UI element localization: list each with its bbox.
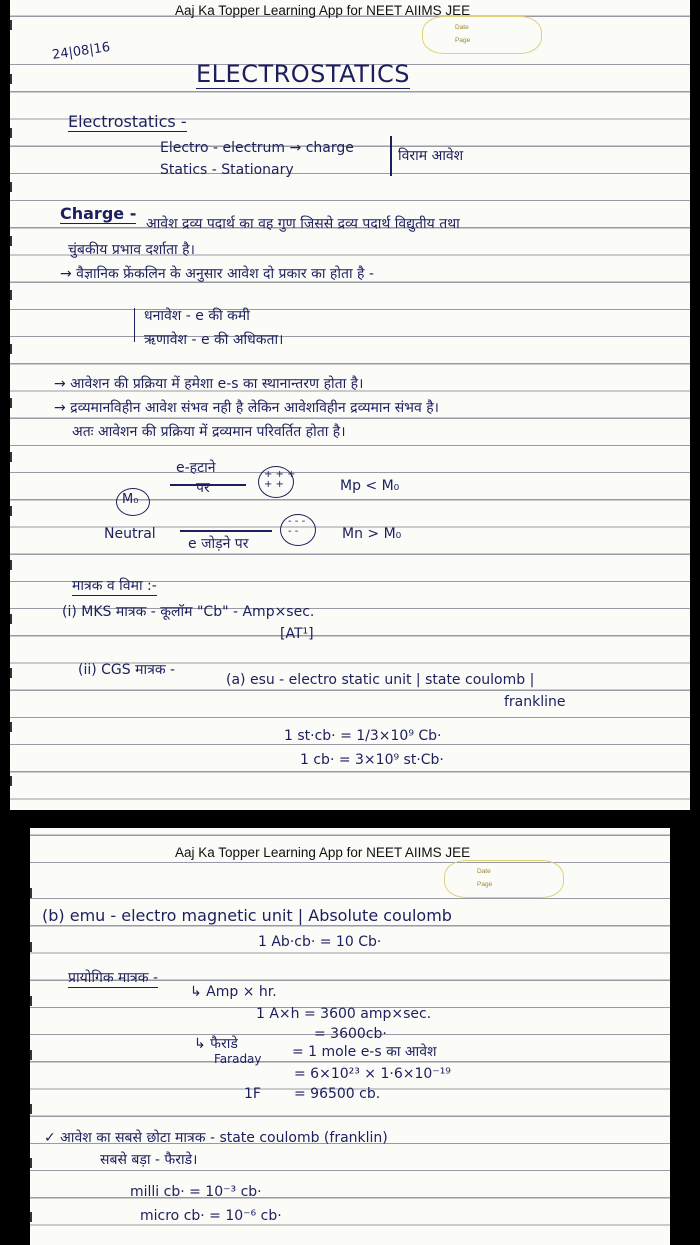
charge-definition-2: चुंबकीय प्रभाव दर्शाता है।: [68, 242, 195, 258]
definition-heading: Electrostatics -: [68, 112, 187, 131]
charge-types-brace: [134, 308, 135, 342]
add-electron-label: e जोड़ने पर: [188, 536, 249, 552]
stamp-page-label-2: Page: [477, 881, 493, 888]
remove-electron-label-2: पर: [196, 480, 210, 496]
add-arrow: [180, 530, 272, 532]
negative-mass-relation: Mn > M₀: [342, 526, 402, 542]
positive-mass-relation: Mp < M₀: [340, 478, 400, 494]
definition-bracket: [390, 136, 392, 176]
point-2: → द्रव्यमानविहीन आवेश संभव नही है लेकिन आवेशविहीन द्रव्यमान संभव है।: [54, 400, 439, 416]
remove-electron-label: e-हटाने: [176, 460, 216, 476]
one-faraday-label: 1F: [244, 1086, 261, 1102]
cgs-unit: (ii) CGS मात्रक -: [78, 662, 176, 678]
stamp-page-label: Page: [455, 37, 471, 44]
faraday-product: = 6×10²³ × 1·6×10⁻¹⁹: [294, 1066, 451, 1082]
charge-heading: Charge -: [60, 204, 137, 223]
faraday-hindi: ↳ फैराडे: [194, 1036, 238, 1052]
notebook-page-1: [10, 0, 690, 810]
page-title: ELECTROSTATICS: [196, 60, 410, 88]
note-date: 24|08|16: [51, 40, 112, 63]
franklin-statement: → वैज्ञानिक फ्रेंकलिन के अनुसार आवेश दो प्रकार का होता है -: [60, 266, 374, 282]
faraday-definition: = 1 mole e-s का आवेश: [292, 1044, 437, 1060]
definition-line-1: Electro - electrum → charge: [160, 140, 354, 156]
conversion-2: 1 cb· = 3×10⁹ st·Cb·: [300, 752, 444, 768]
point-3: अतः आवेशन की प्रक्रिया में द्रव्यमान परिवर्तित होता है।: [72, 424, 346, 440]
faraday-value: = 96500 cb.: [294, 1086, 381, 1102]
micro-coulomb: micro cb· = 10⁻⁶ cb·: [140, 1208, 282, 1224]
plus-signs: + + + + +: [264, 469, 296, 490]
esu-unit: (a) esu - electro static unit | state coulomb |: [226, 672, 535, 688]
amp-hour-conversion-2: = 3600cb·: [314, 1026, 387, 1042]
largest-unit: सबसे बड़ा - फैराडे।: [100, 1152, 198, 1168]
charge-definition-1: आवेश द्रव्य पदार्थ का वह गुण जिससे द्रव्य पदार्थ विद्युतीय तथा: [146, 216, 460, 232]
units-heading: मात्रक व विमा :-: [72, 578, 157, 594]
negative-charge: ऋणावेश - e की अधिकता।: [144, 332, 284, 348]
ab-cb-conversion: 1 Ab·cb· = 10 Cb·: [258, 934, 382, 950]
minus-signs: - - - - -: [288, 516, 306, 537]
amp-hour: ↳ Amp × hr.: [190, 984, 277, 1000]
definition-hindi: विराम आवेश: [398, 148, 464, 164]
faraday-english: Faraday: [214, 1052, 262, 1066]
notebook-page-2: [30, 828, 670, 1245]
neutral-label: Neutral: [104, 526, 156, 542]
stamp-date-label: Date: [455, 24, 469, 31]
point-1: → आवेशन की प्रक्रिया में हमेशा e-s का स्थानान्तरण होता है।: [54, 376, 364, 392]
watermark-header: Aaj Ka Topper Learning App for NEET AIIMS JEE: [175, 3, 471, 18]
mks-unit: (i) MKS मात्रक - कूलॉम "Cb" - Amp×sec.: [62, 604, 315, 620]
date-page-stamp: [422, 16, 542, 54]
emu-unit: (b) emu - electro magnetic unit | Absolute coulomb: [42, 906, 452, 925]
dimension: [AT¹]: [280, 626, 314, 642]
positive-charge: धनावेश - e की कमी: [144, 308, 250, 324]
conversion-1: 1 st·cb· = 1/3×10⁹ Cb·: [284, 728, 442, 744]
milli-coulomb: milli cb· = 10⁻³ cb·: [130, 1184, 262, 1200]
smallest-unit: ✓ आवेश का सबसे छोटा मात्रक - state coulomb (franklin): [44, 1130, 388, 1146]
date-page-stamp-2: [444, 860, 564, 898]
amp-hour-conversion: 1 A×h = 3600 amp×sec.: [256, 1006, 432, 1022]
definition-line-2: Statics - Stationary: [160, 162, 294, 178]
watermark-header-2: Aaj Ka Topper Learning App for NEET AIIMS JEE: [175, 845, 471, 860]
practical-units-heading: प्रायोगिक मात्रक -: [68, 970, 159, 986]
mass-label-m0: M₀: [122, 492, 139, 507]
frankline: frankline: [504, 694, 566, 710]
stamp-date-label-2: Date: [477, 868, 491, 875]
